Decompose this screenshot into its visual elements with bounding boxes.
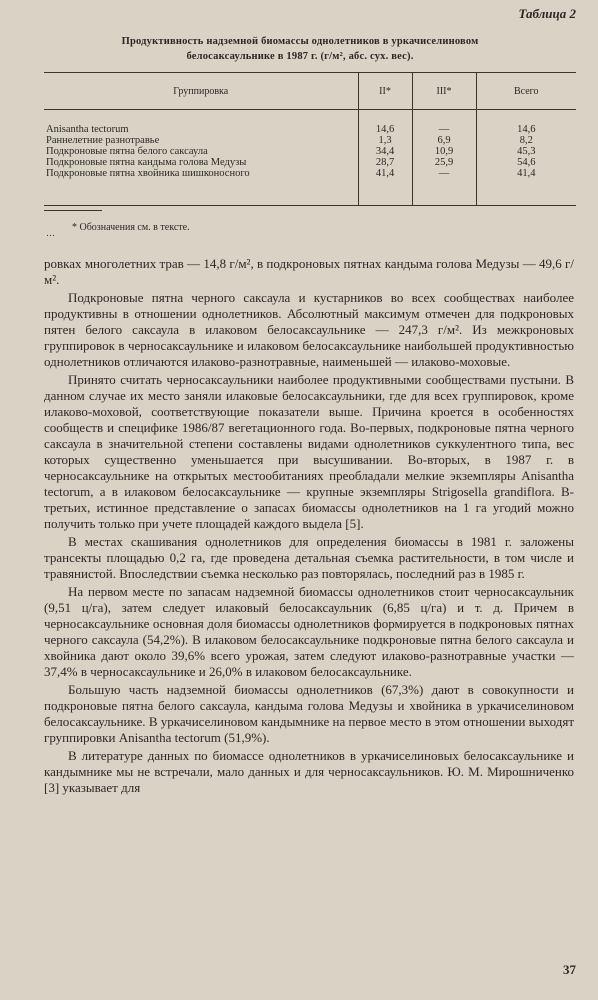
header-group: Группировка bbox=[44, 73, 358, 110]
cell-iii: — bbox=[412, 110, 476, 136]
table-row bbox=[44, 135, 576, 146]
cell-ii: 28,7 bbox=[358, 157, 412, 168]
cell-total: 45,3 bbox=[476, 146, 576, 157]
paragraph: Подкроновые пятна черного саксаула и кустарников во всех сообществах наиболее продуктивны в отношении однолетников. Абсолютный максимум отмечен для подкроновых пятен белого саксаула в илаковом белосаксаульнике — 247,3 г/м². Из межкроновых группировок в черносаксаульнике и илаковом белосаксаульнике наибольшей продуктивностью однолетников отличаются илаково-разнотравные, наименьшей — илаково-моховые. bbox=[44, 290, 574, 369]
footnote-divider bbox=[44, 210, 102, 211]
header-ii: II* bbox=[358, 73, 412, 110]
cell-ii: 41,4 bbox=[358, 168, 412, 206]
table-row bbox=[44, 146, 576, 157]
table-label: Таблица 2 bbox=[518, 6, 576, 21]
caption-line-2: белосаксаульнике в 1987 г. (г/м², абс. сух. вес). bbox=[186, 51, 414, 62]
header-iii: III* bbox=[412, 73, 476, 110]
cell-group: Подкроновые пятна кандыма голова Медузы bbox=[46, 157, 247, 168]
table-row bbox=[44, 110, 576, 136]
cell-ii: 14,6 bbox=[358, 110, 412, 136]
header-total: Всего bbox=[476, 73, 576, 110]
cell-total: 54,6 bbox=[476, 157, 576, 168]
table-row bbox=[44, 157, 576, 168]
cell-group: Подкроновые пятна белого саксаула bbox=[46, 146, 208, 157]
cell-ii: 34,4 bbox=[358, 146, 412, 157]
paragraph: Принято считать черносаксаульники наиболее продуктивными сообществами пустыни. В данном случае их место заняли илаковые белосаксаульники, где для всех группировок, кроме илаково-моховой, соответствующие показатели выше. Причина кроется в особенностях сообществ и специфике 1986/87 вегетационного года. Во-первых, подкроновые пятна черного саксаула в значительной степени составлены видами однолетников суккулентного типа, вес которых существенно уменьшается при высушивании. Во-вторых, в 1987 г. в черносаксаульнике на открытых местообитаниях преобладали мелкие экземпляры Anisantha tectorum, а в илаковом белосаксаульнике — крупные экземпляры Strigosella grandiflora. В-третьих, истинное представление о запасах биомассы однолетников на 1 га угодий можно получить только при учете площадей каждого выдела [5]. bbox=[44, 372, 574, 531]
paragraph: ровках многолетних трав — 14,8 г/м², в подкроновых пятнах кандыма голова Медузы — 49,6 г/м². bbox=[44, 256, 574, 287]
table-row bbox=[44, 168, 576, 206]
cell-ii: 1,3 bbox=[358, 135, 412, 146]
table-caption bbox=[60, 34, 540, 64]
cell-iii: 10,9 bbox=[412, 146, 476, 157]
paragraph: На первом месте по запасам надземной биомассы однолетников стоит черносаксаульник (9,51 ц/га), затем следует илаковый белосаксаульник (6,85 ц/га) и т. д. Причем в черносаксаульнике основная доля биомассы однолетников формируется в подкроновых пятнах черного саксаула (54,2%). В илаковом белосаксаульнике подкроновые пятна белого саксаула и хвойника дают около 39,6% всего урожая, затем следуют илаково-разнотравные участки — 37,4% в черносаксаульнике и 26,0% в илаковом белосаксаульнике. bbox=[44, 584, 574, 679]
cell-iii: 25,9 bbox=[412, 157, 476, 168]
cell-iii: — bbox=[412, 168, 476, 206]
table-header-row bbox=[44, 73, 576, 110]
biomass-table bbox=[44, 72, 576, 206]
ellipsis-mark: … bbox=[46, 228, 55, 238]
body-text bbox=[44, 256, 574, 798]
cell-iii: 6,9 bbox=[412, 135, 476, 146]
cell-total: 8,2 bbox=[476, 135, 576, 146]
cell-group: Подкроновые пятна хвойника шишконосного bbox=[44, 168, 358, 206]
cell-group: Раннелетние разнотравье bbox=[46, 135, 160, 146]
caption-line-1: Продуктивность надземной биомассы однолетников в уркачиселиновом bbox=[121, 36, 479, 47]
paragraph: В литературе данных по биомассе однолетников в уркачиселиновых белосаксаульнике и кандымнике мы не встречали, мало данных и для черносаксаульников. Ю. М. Мирошниченко [3] указывает для bbox=[44, 748, 574, 795]
cell-total: 14,6 bbox=[476, 110, 576, 136]
table-footnote: * Обозначения см. в тексте. bbox=[72, 222, 190, 233]
paragraph: Большую часть надземной биомассы однолетников (67,3%) дают в совокупности и подкроновые пятна белого саксаула, кандыма голова Медузы и хвойника в уркачиселиновом белосаксаульнике. В уркачиселиновом кандымнике на первое место в этом отношении выходят группировки Anisantha tectorum (51,9%). bbox=[44, 682, 574, 745]
cell-group: Anisantha tectorum bbox=[46, 124, 129, 135]
cell-total: 41,4 bbox=[476, 168, 576, 206]
page-number: 37 bbox=[563, 962, 576, 977]
paragraph: В местах скашивания однолетников для определения биомассы в 1981 г. заложены трансекты площадью 0,2 га, где проведена детальная съемка растительности, в том числе и травянистой. Впоследствии съемка несколько раз повторялась, последний раз в 1985 г. bbox=[44, 534, 574, 581]
